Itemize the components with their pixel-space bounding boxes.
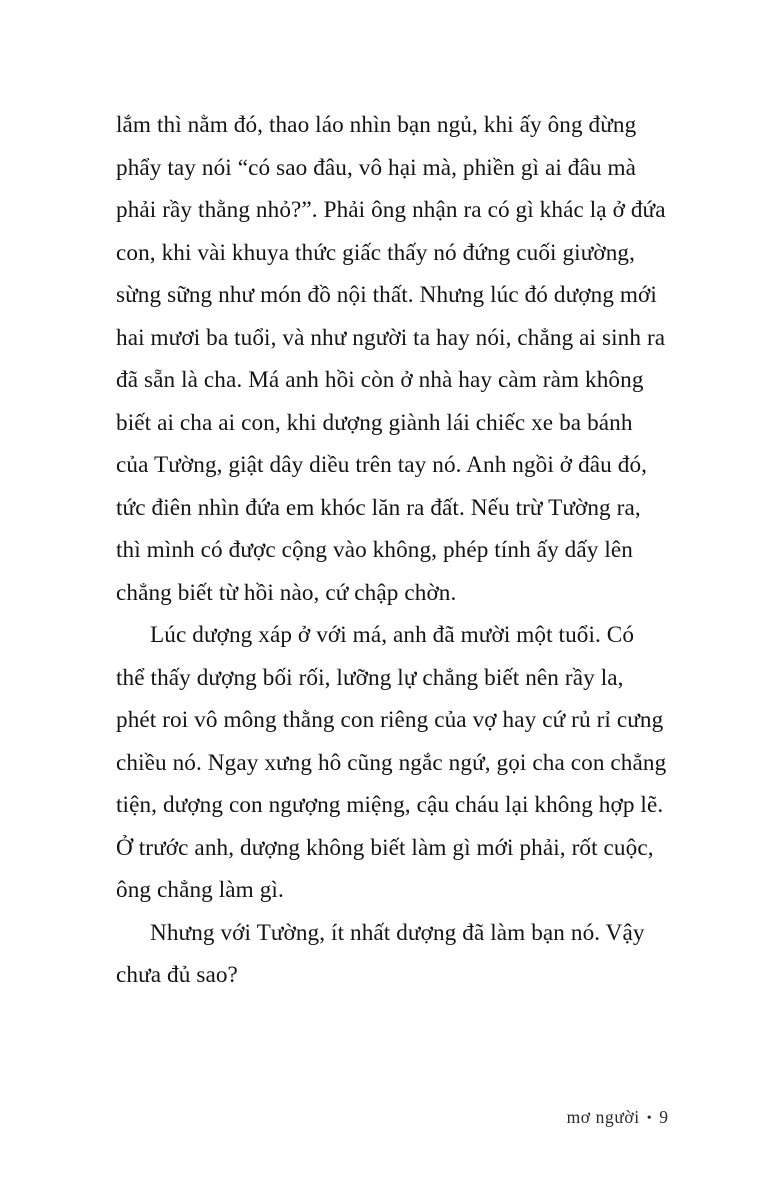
paragraph-1: lắm thì nằm đó, thao láo nhìn bạn ngủ, khi ấy ông đừng phẩy tay nói “có sao đâu, vô hại mà, phiền gì ai đâu mà phải rầy thằng nhỏ?”. Phải ông nhận ra có gì khác lạ ở đứa con, khi vài khuya thức giấc thấy nó đứng cuối giường, sừng sững như món đồ nội thất. Nhưng lúc đó dượng mới hai mươi ba tuổi, và như người ta hay nói, chẳng ai sinh ra đã sẵn là cha. Má anh hồi còn ở nhà hay càm ràm không biết ai cha ai con, khi dượng giành lái chiếc xe ba bánh của Tường, giật dây diều trên tay nó. Anh ngồi ở đâu đó, tức điên nhìn đứa em khóc lăn ra đất. Nếu trừ Tường ra, thì mình có được cộng vào không, phép tính ấy dấy lên chẳng biết từ hồi nào, cứ chập chờn. bbox=[116, 112, 666, 606]
paragraph-3: Nhưng với Tường, ít nhất dượng đã làm bạn nó. Vậy chưa đủ sao? bbox=[116, 919, 645, 988]
footer-separator-icon: • bbox=[646, 1110, 653, 1126]
paragraph-2: Lúc dượng xáp ở với má, anh đã mười một tuổi. Có thể thấy dượng bối rối, lưỡng lự chẳng biết nên rầy la, phét roi vô mông thằng con riêng của vợ hay cứ rủ rỉ cưng chiều nó. Ngay xưng hô cũng ngắc ngứ, gọi cha con chẳng tiện, dượng con ngượng miệng, cậu cháu lại không hợp lẽ. Ở trước anh, dượng không biết làm gì mới phải, rốt cuộc, ông chẳng làm gì. bbox=[116, 622, 667, 903]
footer-book-title: mơ người bbox=[566, 1107, 640, 1127]
body-text bbox=[116, 104, 668, 997]
footer-page-number: 9 bbox=[659, 1107, 668, 1127]
page-footer bbox=[116, 1107, 668, 1128]
